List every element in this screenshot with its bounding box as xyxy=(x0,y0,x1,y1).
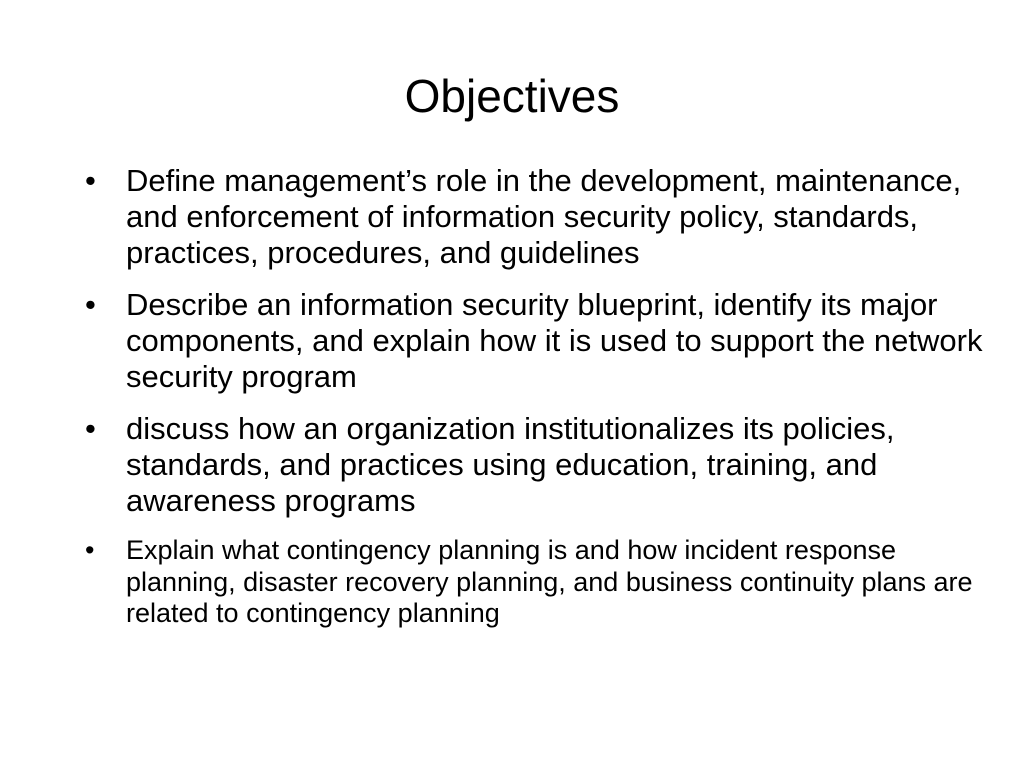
slide-title: Objectives xyxy=(404,70,620,122)
list-item xyxy=(0,163,1024,271)
list-item xyxy=(0,287,1024,395)
bullet-text: discuss how an organization institutionalizes its policies, standards, and practices using education, training, and awareness programs xyxy=(126,411,895,518)
list-item xyxy=(0,411,1024,519)
bullet-icon: • xyxy=(85,287,96,322)
bullet-text: Define management’s role in the development, maintenance, and enforcement of information security policy, standards, practices, procedures, and guidelines xyxy=(126,163,962,270)
bullet-icon: • xyxy=(85,163,96,198)
list-item xyxy=(0,535,1024,630)
bullet-text: Explain what contingency planning is and how incident response planning, disaster recovery planning, and business continuity plans are related to contingency planning xyxy=(126,535,973,628)
bullet-icon: • xyxy=(85,411,96,446)
bullet-icon: • xyxy=(85,535,95,565)
bullet-text: Describe an information security blueprint, identify its major components, and explain how it is used to support the network security program xyxy=(126,287,983,394)
objectives-list xyxy=(0,163,1024,630)
